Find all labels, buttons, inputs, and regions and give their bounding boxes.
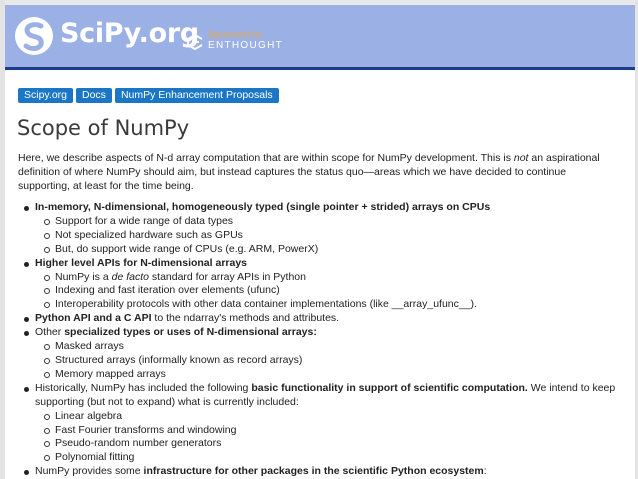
sub-list-item: Structured arrays (informally known as record arrays) xyxy=(35,354,628,368)
list-item xyxy=(18,257,628,313)
sub-item-emphasis: de facto xyxy=(111,270,149,283)
sub-list-item: Indexing and fast iteration over elements (ufunc) xyxy=(35,284,628,298)
sub-list xyxy=(35,215,628,257)
sub-list xyxy=(35,340,628,382)
intro-text-1: Here, we describe aspects of N-d array computation that are within scope for NumPy development. This is xyxy=(18,152,514,164)
sub-item-text: standard for array APIs in Python xyxy=(148,270,306,283)
site-header xyxy=(5,5,635,67)
item-text: We intend to keep supporting (but not to expand) what is currently included: xyxy=(35,381,616,408)
sponsor-label: Sponsored by xyxy=(208,29,262,39)
sub-list xyxy=(35,410,628,466)
enthought-logo-icon[interactable] xyxy=(185,33,205,51)
sub-list-item: Not specialized hardware such as GPUs xyxy=(35,229,628,243)
item-text: Historically, NumPy has included the following xyxy=(35,381,252,394)
item-text: : xyxy=(483,465,487,478)
sponsor-name[interactable]: ENTHOUGHT xyxy=(208,40,284,51)
intro-paragraph xyxy=(18,151,620,193)
item-heading: infrastructure for other packages in the scientific Python ecosystem xyxy=(143,465,484,478)
list-item xyxy=(18,201,628,257)
sub-list xyxy=(35,271,628,313)
sub-list-item: Support for a wide range of data types xyxy=(35,215,628,229)
header-divider xyxy=(5,67,635,70)
list-item xyxy=(18,382,628,465)
sub-list-item: Interoperability protocols with other data container implementations (like __array_ufunc__). xyxy=(35,298,628,312)
sub-list-item xyxy=(35,271,628,285)
intro-text-2: an aspirational definition of where NumPy should aim, but instead captures the status quo—areas which we have decided to continue supporting, at least for the time being. xyxy=(18,152,600,192)
sub-list-item: Polynomial fitting xyxy=(35,451,628,465)
list-item xyxy=(18,312,628,326)
sub-list-item: Linear algebra xyxy=(35,410,628,424)
breadcrumb-scipy[interactable]: Scipy.org xyxy=(18,88,73,103)
item-heading: basic functionality in support of scientific computation. xyxy=(251,381,528,394)
item-text: to the ndarray's methods and attributes. xyxy=(151,312,340,325)
sub-list-item: Fast Fourier transforms and windowing xyxy=(35,424,628,438)
sub-list-item: But, do support wide range of CPUs (e.g. ARM, PowerX) xyxy=(35,243,628,257)
item-heading: In-memory, N-dimensional, homogeneously typed (single pointer + strided) arrays on CPUs xyxy=(35,201,491,213)
site-logo-text[interactable]: SciPy.org xyxy=(60,18,199,49)
list-item xyxy=(18,465,628,479)
breadcrumb xyxy=(18,85,282,100)
item-heading: specialized types or uses of N-dimensional arrays: xyxy=(64,326,317,339)
sub-item-text: NumPy is a xyxy=(55,270,112,283)
item-heading: Python API and a C API xyxy=(35,312,152,325)
sub-list-item: Masked arrays xyxy=(35,340,628,354)
item-text: NumPy provides some xyxy=(35,465,144,478)
scope-list xyxy=(18,201,628,479)
sub-list-item: Pseudo-random number generators xyxy=(35,437,628,451)
item-heading: Higher level APIs for N-dimensional arrays xyxy=(35,256,248,269)
breadcrumb-neps[interactable]: NumPy Enhancement Proposals xyxy=(115,88,279,103)
breadcrumb-docs[interactable]: Docs xyxy=(76,88,112,103)
intro-emphasis: not xyxy=(513,152,529,164)
window-left-border xyxy=(0,0,5,479)
page-title: Scope of NumPy xyxy=(17,116,190,140)
scipy-logo-icon[interactable] xyxy=(15,17,53,55)
list-item xyxy=(18,326,628,382)
item-text: Other xyxy=(35,326,65,339)
sub-list-item: Memory mapped arrays xyxy=(35,368,628,382)
